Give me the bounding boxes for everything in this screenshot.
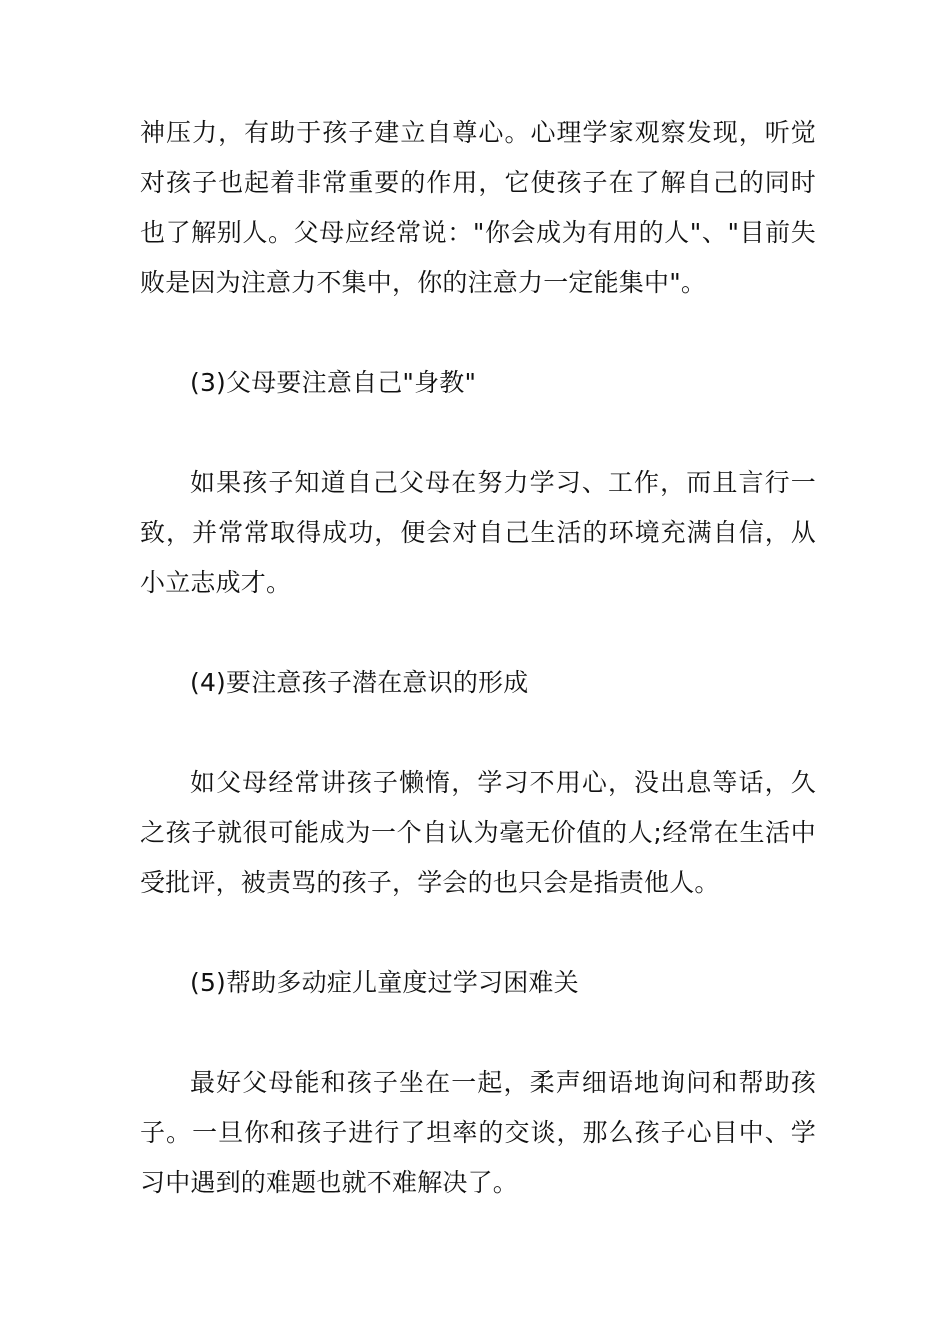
paragraph-4: 如父母经常讲孩子懒惰，学习不用心，没出息等话，久之孩子就很可能成为一个自认为毫无价值的人;经常在生活中受批评，被责骂的孩子，学会的也只会是指责他人。	[140, 768, 816, 897]
paragraph-5: 最好父母能和孩子坐在一起，柔声细语地询问和帮助孩子。一旦你和孩子进行了坦率的交谈，那么孩子心目中、学习中遇到的难题也就不难解决了。	[140, 1068, 816, 1197]
paragraph-gap	[140, 908, 816, 958]
section-heading-4: (4)要注意孩子潜在意识的形成	[190, 668, 529, 697]
paragraph-gap	[140, 1008, 816, 1058]
section-heading-3: (3)父母要注意自己"身教"	[190, 368, 477, 397]
paragraph-gap	[140, 408, 816, 458]
paragraph-gap	[140, 608, 816, 658]
section-heading-5: (5)帮助多动症儿童度过学习困难关	[190, 968, 579, 997]
paragraph-gap	[140, 308, 816, 358]
paragraph-3: 如果孩子知道自己父母在努力学习、工作，而且言行一致，并常常取得成功，便会对自己生活的环境充满自信，从小立志成才。	[140, 468, 816, 597]
paragraph-continuation: 神压力，有助于孩子建立自尊心。心理学家观察发现，听觉对孩子也起着非常重要的作用，它使孩子在了解自己的同时也了解别人。父母应经常说："你会成为有用的人"、"目前失败是因为注意力不集中，你的注意力一定能集中"。	[140, 118, 816, 297]
paragraph-gap	[140, 708, 816, 758]
document-body	[140, 108, 816, 1208]
